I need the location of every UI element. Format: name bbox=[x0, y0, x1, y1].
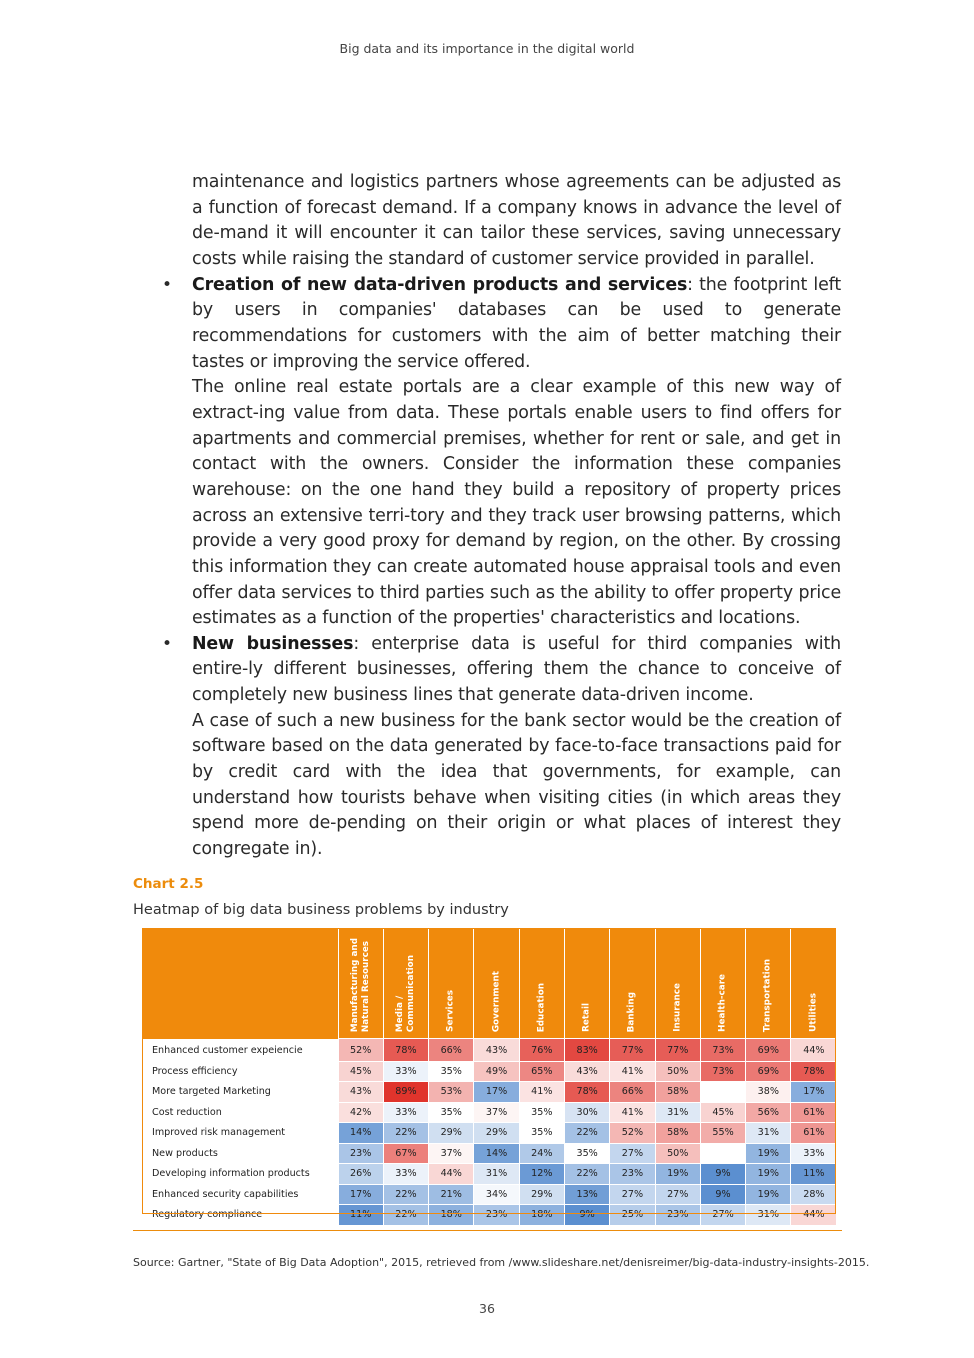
heatmap-cell: 12% bbox=[519, 1164, 564, 1185]
heatmap-cell: 19% bbox=[746, 1164, 791, 1185]
heatmap-cell: 29% bbox=[519, 1184, 564, 1205]
heatmap-cell: 23% bbox=[655, 1205, 700, 1225]
heatmap-cell: 33% bbox=[383, 1061, 428, 1082]
row-label: Regulatory compliance bbox=[152, 1209, 263, 1220]
heatmap-cell: 44% bbox=[791, 1205, 836, 1225]
heatmap-cell: 18% bbox=[519, 1205, 564, 1225]
heatmap-cell: 66% bbox=[429, 1039, 474, 1062]
heatmap-cell: 77% bbox=[655, 1039, 700, 1062]
heatmap-cell: 78% bbox=[383, 1039, 428, 1062]
heatmap-cell: 29% bbox=[474, 1123, 519, 1144]
row-label: New products bbox=[152, 1147, 218, 1159]
heatmap-cell: 35% bbox=[519, 1102, 564, 1123]
column-header bbox=[700, 928, 745, 1039]
heatmap-row bbox=[142, 1205, 836, 1225]
row-label: Process efficiency bbox=[152, 1065, 238, 1077]
column-header bbox=[564, 928, 609, 1039]
heatmap-cell: 17% bbox=[474, 1082, 519, 1103]
heatmap-cell: 37% bbox=[429, 1143, 474, 1164]
heatmap-cell: 23% bbox=[610, 1164, 655, 1185]
bullet-paragraph bbox=[192, 632, 841, 709]
heatmap-cell: 34% bbox=[474, 1184, 519, 1205]
heatmap-cell: 17% bbox=[791, 1082, 836, 1103]
heatmap-row bbox=[142, 1184, 836, 1205]
row-label: More targeted Marketing bbox=[152, 1086, 271, 1098]
column-header-label: Education bbox=[536, 982, 547, 1032]
heatmap-cell: 52% bbox=[610, 1123, 655, 1144]
row-label: Enhanced customer expeiencie bbox=[152, 1045, 303, 1057]
running-header: Big data and its importance in the digital world bbox=[339, 41, 635, 56]
heatmap-cell: 73% bbox=[700, 1061, 745, 1082]
bullet-text: : enterprise data is useful for third companies with entire-ly different businesses, offering them the chance to conceive of completely new business lines that generate data-driven income. bbox=[192, 633, 841, 706]
body-text bbox=[162, 170, 842, 863]
heatmap-cell: 31% bbox=[655, 1102, 700, 1123]
heatmap-cell: 27% bbox=[700, 1205, 745, 1225]
heatmap-cell: 23% bbox=[474, 1205, 519, 1225]
heatmap-cell: 78% bbox=[791, 1061, 836, 1082]
heatmap-cell bbox=[700, 1143, 745, 1164]
column-header bbox=[474, 928, 519, 1039]
heatmap-cell: 35% bbox=[429, 1061, 474, 1082]
heatmap-cell: 17% bbox=[338, 1184, 383, 1205]
heatmap-cell: 58% bbox=[655, 1123, 700, 1144]
heatmap-cell: 26% bbox=[338, 1164, 383, 1185]
heatmap-cell: 11% bbox=[338, 1205, 383, 1225]
column-header-label: Transportation bbox=[762, 958, 773, 1032]
column-header-label: Services bbox=[445, 990, 456, 1032]
heatmap-row bbox=[142, 1164, 836, 1185]
heatmap-cell: 28% bbox=[791, 1184, 836, 1205]
heatmap-row bbox=[142, 1039, 836, 1062]
heatmap-cell: 42% bbox=[338, 1102, 383, 1123]
row-label: Developing information products bbox=[152, 1168, 310, 1180]
heatmap-cell: 18% bbox=[429, 1205, 474, 1225]
heatmap-cell: 43% bbox=[338, 1082, 383, 1103]
heatmap-cell: 55% bbox=[700, 1123, 745, 1144]
heatmap-cell: 23% bbox=[338, 1143, 383, 1164]
source-note: Source: Gartner, "State of Big Data Adoption", 2015, retrieved from /www.slideshare.net/denisreimer/big-data-industry-insights-2015. bbox=[133, 1256, 870, 1269]
bullet-heading: New businesses bbox=[192, 633, 354, 654]
bullet-item-data-driven-products bbox=[162, 273, 842, 632]
heatmap-cell: 21% bbox=[429, 1184, 474, 1205]
heatmap-cell: 44% bbox=[791, 1039, 836, 1062]
heatmap-cell: 50% bbox=[655, 1143, 700, 1164]
heatmap-cell: 41% bbox=[610, 1102, 655, 1123]
bullet-paragraph-2: The online real estate portals are a clear example of this new way of extract-ing value from data. These portals enable users to find offers for apartments and commercial premises, whether for rent or sale, and get in contact with the owners. Consider the information these companies warehouse: on the one hand they build a repository of property prices across an extensive terri-tory and they track user browsing patterns, which provide a very good proxy for demand by region, on the other. By crossing this information they can create automated house appraisal tools and even offer data services to third parties such as the ability to offer property price estimates as a function of the properties' characteristics and locations. bbox=[192, 377, 841, 629]
column-header-label: Government bbox=[491, 970, 502, 1032]
heatmap-cell: 41% bbox=[519, 1082, 564, 1103]
heatmap-cell: 35% bbox=[564, 1143, 609, 1164]
bullet-text: : the footprint left by users in companies' databases can be used to generate recommendations for customers with the aim of better matching their tastes or improving the service offered. bbox=[192, 274, 842, 372]
heatmap-cell: 25% bbox=[610, 1205, 655, 1225]
heatmap-cell: 65% bbox=[519, 1061, 564, 1082]
heatmap-cell: 78% bbox=[564, 1082, 609, 1103]
heatmap-cell: 77% bbox=[610, 1039, 655, 1062]
heatmap-cell: 43% bbox=[474, 1039, 519, 1062]
heatmap-cell: 83% bbox=[564, 1039, 609, 1062]
heatmap-cell: 24% bbox=[519, 1143, 564, 1164]
heatmap-cell: 27% bbox=[655, 1184, 700, 1205]
heatmap-cell: 45% bbox=[700, 1102, 745, 1123]
chart-title: Heatmap of big data business problems by industry bbox=[133, 902, 509, 918]
heatmap-cell: 67% bbox=[383, 1143, 428, 1164]
heatmap-cell: 11% bbox=[791, 1164, 836, 1185]
bullet-paragraph-2: A case of such a new business for the bank sector would be the creation of software based on the data generated by face-to-face transactions paid for by credit card with the idea that governments, for example, can understand how tourists behave when visiting cities (in which areas they spend more de-pending on their origin or what places of interest they congregate in). bbox=[192, 710, 841, 860]
heatmap-cell: 29% bbox=[429, 1123, 474, 1144]
heatmap-cell: 43% bbox=[564, 1061, 609, 1082]
column-header bbox=[610, 928, 655, 1039]
heatmap-row bbox=[142, 1143, 836, 1164]
row-label: Improved risk management bbox=[152, 1127, 286, 1139]
heatmap-cell: 45% bbox=[338, 1061, 383, 1082]
column-header-label: Media / Communication bbox=[394, 954, 416, 1032]
heatmap-cell: 27% bbox=[610, 1184, 655, 1205]
heatmap-cell: 22% bbox=[383, 1184, 428, 1205]
heatmap-cell: 35% bbox=[429, 1102, 474, 1123]
heatmap-cell: 9% bbox=[700, 1164, 745, 1185]
heatmap-cell: 22% bbox=[564, 1164, 609, 1185]
heatmap-cell: 66% bbox=[610, 1082, 655, 1103]
heatmap-cell: 22% bbox=[383, 1123, 428, 1144]
heatmap-header-row bbox=[142, 928, 836, 1039]
heatmap-row bbox=[142, 1123, 836, 1144]
heatmap-cell: 49% bbox=[474, 1061, 519, 1082]
bullet-heading: Creation of new data-driven products and services bbox=[192, 274, 688, 295]
heatmap-cell: 61% bbox=[791, 1123, 836, 1144]
heatmap-cell: 89% bbox=[383, 1082, 428, 1103]
column-header bbox=[519, 928, 564, 1039]
column-header-label: Banking bbox=[626, 991, 637, 1032]
row-label: Enhanced security capabilities bbox=[152, 1188, 299, 1200]
column-header-label: Manufacturing and Natural Resources bbox=[349, 937, 371, 1032]
column-header bbox=[338, 928, 383, 1039]
heatmap-cell: 37% bbox=[474, 1102, 519, 1123]
heatmap-cell: 38% bbox=[746, 1082, 791, 1103]
bullet-icon: • bbox=[162, 274, 172, 295]
heatmap-cell: 69% bbox=[746, 1061, 791, 1082]
heatmap-cell: 14% bbox=[338, 1123, 383, 1144]
heatmap-row bbox=[142, 1061, 836, 1082]
heatmap-cell: 33% bbox=[791, 1143, 836, 1164]
heatmap-cell: 58% bbox=[655, 1082, 700, 1103]
heatmap-cell: 31% bbox=[746, 1205, 791, 1225]
page-number: 36 bbox=[479, 1301, 495, 1316]
heatmap-cell: 22% bbox=[383, 1205, 428, 1225]
column-header-label: Health-care bbox=[717, 974, 728, 1032]
heatmap-cell: 44% bbox=[429, 1164, 474, 1185]
column-header-label: Insurance bbox=[672, 983, 683, 1032]
column-header bbox=[429, 928, 474, 1039]
heatmap-cell: 14% bbox=[474, 1143, 519, 1164]
heatmap-cell: 31% bbox=[746, 1123, 791, 1144]
heatmap-cell: 53% bbox=[429, 1082, 474, 1103]
heatmap-cell: 50% bbox=[655, 1061, 700, 1082]
heatmap-cell: 69% bbox=[746, 1039, 791, 1062]
heatmap-cell: 31% bbox=[474, 1164, 519, 1185]
bullet-icon: • bbox=[162, 633, 172, 654]
heatmap-cell: 13% bbox=[564, 1184, 609, 1205]
heatmap-cell: 33% bbox=[383, 1164, 428, 1185]
heatmap-cell: 9% bbox=[564, 1205, 609, 1225]
heatmap-cell: 27% bbox=[610, 1143, 655, 1164]
heatmap-row bbox=[142, 1082, 836, 1103]
heatmap-cell: 19% bbox=[655, 1164, 700, 1185]
heatmap-row bbox=[142, 1102, 836, 1123]
heatmap-cell: 41% bbox=[610, 1061, 655, 1082]
heatmap-cell: 33% bbox=[383, 1102, 428, 1123]
heatmap-cell: 61% bbox=[791, 1102, 836, 1123]
heatmap-cell: 52% bbox=[338, 1039, 383, 1062]
heatmap-cell: 9% bbox=[700, 1184, 745, 1205]
heatmap-cell: 19% bbox=[746, 1143, 791, 1164]
column-header-label: Retail bbox=[581, 1003, 592, 1032]
heatmap-table bbox=[142, 928, 836, 1225]
column-header-label: Utilities bbox=[808, 993, 819, 1032]
heatmap-cell: 76% bbox=[519, 1039, 564, 1062]
divider bbox=[133, 1230, 842, 1231]
heatmap-cell: 73% bbox=[700, 1039, 745, 1062]
column-header bbox=[383, 928, 428, 1039]
column-header bbox=[791, 928, 836, 1039]
heatmap-cell: 19% bbox=[746, 1184, 791, 1205]
heatmap-cell: 22% bbox=[564, 1123, 609, 1144]
bullet-paragraph bbox=[192, 273, 841, 376]
intro-paragraph: maintenance and logistics partners whose agreements can be adjusted as a function of forecast demand. If a company knows in advance the level of de-mand it will encounter it can tailor these services, saving unnecessary costs while raising the standard of customer service provided in parallel. bbox=[192, 172, 841, 269]
heatmap-cell: 56% bbox=[746, 1102, 791, 1123]
chart-label: Chart 2.5 bbox=[133, 876, 204, 892]
heatmap-cell bbox=[700, 1082, 745, 1103]
column-header bbox=[746, 928, 791, 1039]
bullet-item-new-businesses bbox=[162, 632, 841, 863]
heatmap-corner bbox=[142, 928, 338, 1039]
row-label: Cost reduction bbox=[152, 1106, 222, 1118]
heatmap-cell: 35% bbox=[519, 1123, 564, 1144]
heatmap-cell: 30% bbox=[564, 1102, 609, 1123]
column-header bbox=[655, 928, 700, 1039]
